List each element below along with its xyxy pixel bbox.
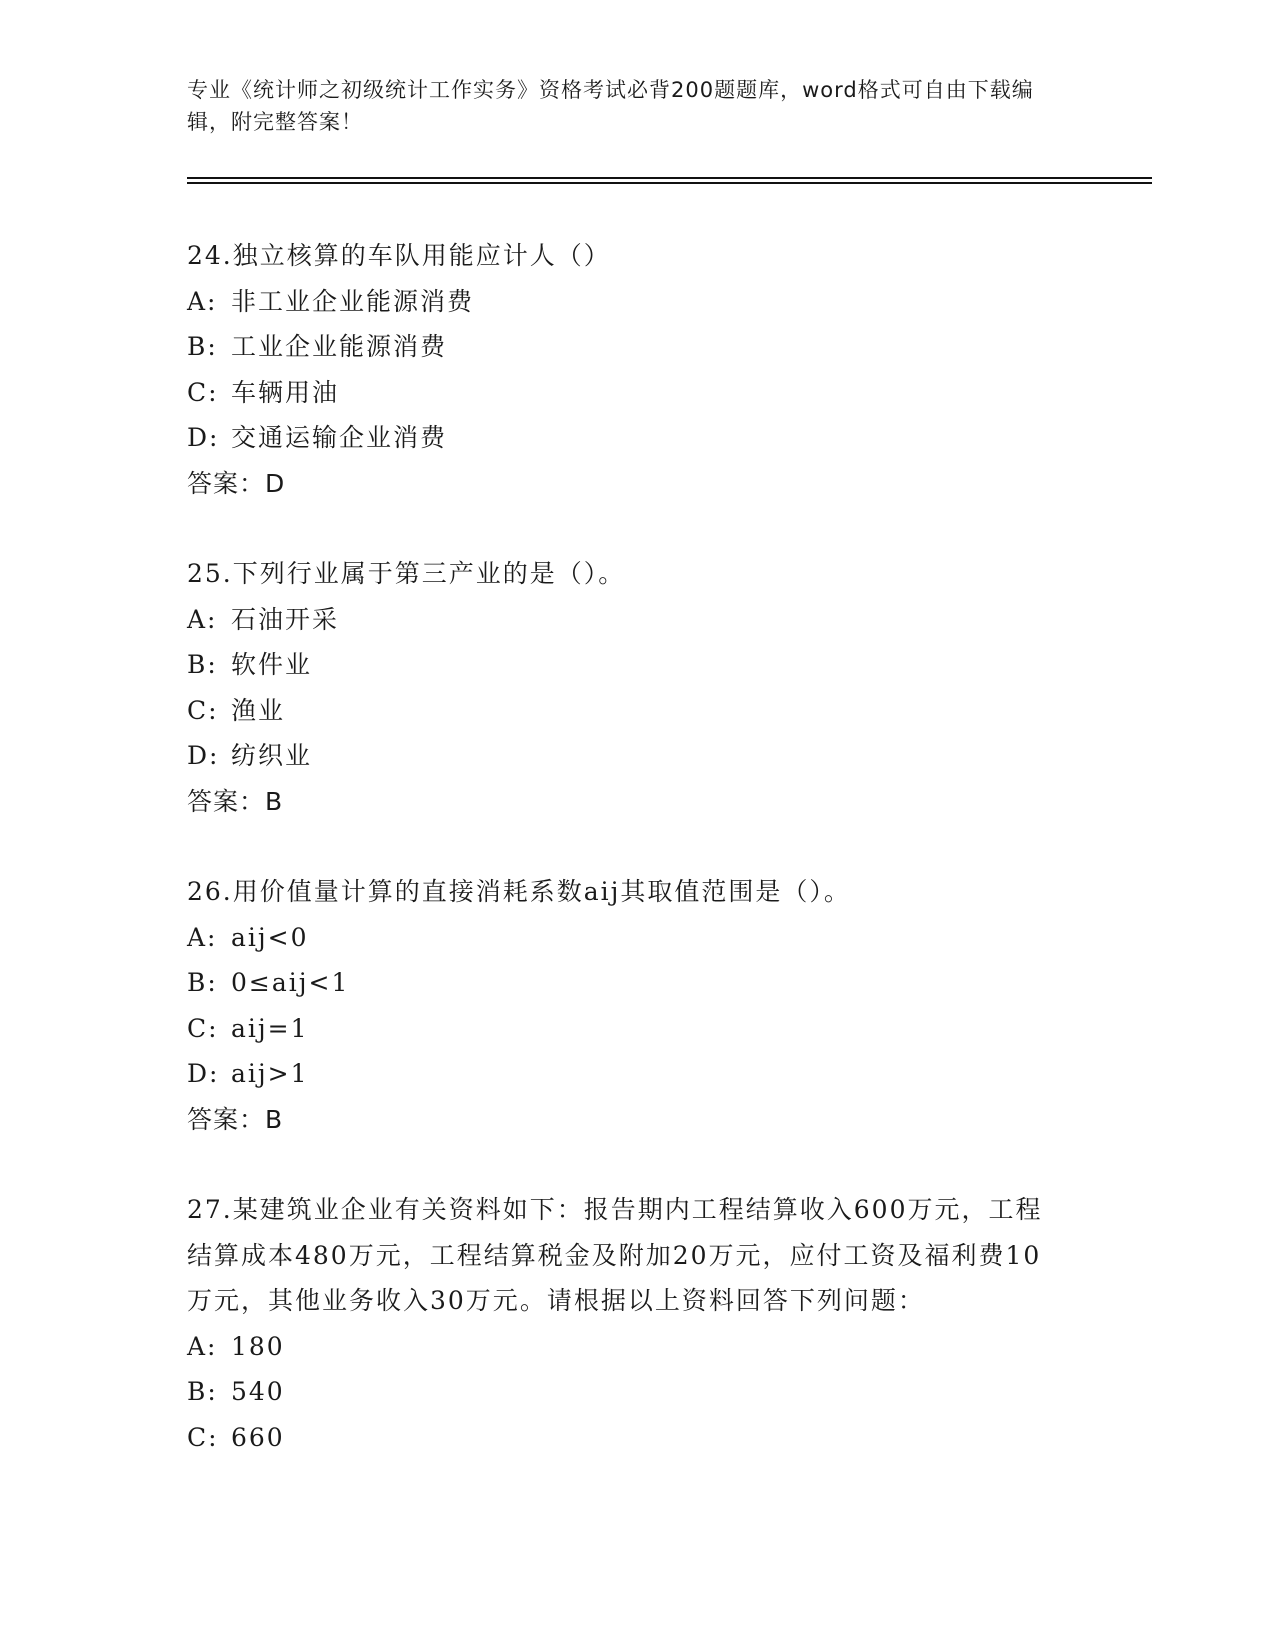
option-text: 非工业企业能源消费 bbox=[231, 286, 475, 316]
option-letter: B: bbox=[187, 650, 218, 679]
option-letter: A: bbox=[187, 286, 218, 316]
option-letter: C: bbox=[187, 695, 219, 725]
option-text: 渔业 bbox=[231, 695, 286, 725]
question-stem: 24.独立核算的车队用能应计人（） bbox=[187, 241, 611, 270]
option-letter: B: bbox=[187, 968, 218, 997]
question-27 bbox=[187, 1187, 1067, 1460]
option-b bbox=[187, 960, 1067, 1006]
option-letter: D: bbox=[187, 423, 220, 452]
option-c bbox=[187, 1415, 1067, 1461]
option-text: 0≤aij<1 bbox=[231, 968, 350, 997]
option-d bbox=[187, 1051, 1067, 1097]
option-text: 车辆用油 bbox=[231, 377, 340, 407]
answer: 答案：B bbox=[187, 1104, 284, 1134]
option-text: 540 bbox=[231, 1377, 285, 1406]
option-a bbox=[187, 1324, 1067, 1370]
option-c bbox=[187, 370, 1067, 416]
option-c bbox=[187, 688, 1067, 734]
option-text: 石油开采 bbox=[231, 604, 340, 634]
option-b bbox=[187, 1369, 1067, 1415]
option-letter: C: bbox=[187, 1013, 219, 1043]
option-letter: A: bbox=[187, 1331, 218, 1361]
header-divider-top bbox=[187, 177, 1152, 179]
option-text: 180 bbox=[231, 1331, 285, 1361]
answer: 答案：D bbox=[187, 468, 286, 498]
answer: 答案：B bbox=[187, 786, 284, 816]
option-a bbox=[187, 915, 1067, 961]
option-a bbox=[187, 279, 1067, 325]
option-letter: A: bbox=[187, 604, 218, 634]
question-stem: 25.下列行业属于第三产业的是（）。 bbox=[187, 559, 626, 588]
question-stem: 27.某建筑业企业有关资料如下：报告期内工程结算收入600万元，工程结算成本480万元，工程结算税金及附加20万元，应付工资及福利费10万元，其他业务收入30万元。请根据以上资料回答下列问题： bbox=[187, 1195, 1043, 1315]
question-25 bbox=[187, 551, 1067, 824]
option-text: 纺织业 bbox=[231, 741, 313, 770]
option-text: 工业企业能源消费 bbox=[231, 332, 448, 361]
document-header: 专业《统计师之初级统计工作实务》资格考试必背200题题库，word格式可自由下载编辑，附完整答案！ bbox=[187, 78, 1034, 134]
question-26 bbox=[187, 869, 1067, 1142]
option-c bbox=[187, 1006, 1067, 1052]
option-letter: B: bbox=[187, 332, 218, 361]
option-b bbox=[187, 324, 1067, 370]
option-b bbox=[187, 642, 1067, 688]
option-text: aij=1 bbox=[231, 1013, 309, 1043]
header-divider-bottom bbox=[187, 182, 1152, 184]
option-letter: C: bbox=[187, 377, 219, 407]
option-letter: B: bbox=[187, 1377, 218, 1406]
option-a bbox=[187, 597, 1067, 643]
option-letter: A: bbox=[187, 922, 218, 952]
option-text: 交通运输企业消费 bbox=[231, 423, 448, 452]
option-text: 660 bbox=[231, 1422, 285, 1452]
question-24 bbox=[187, 233, 1067, 506]
option-text: 软件业 bbox=[231, 650, 313, 679]
option-text: aij<0 bbox=[231, 922, 309, 952]
option-d bbox=[187, 733, 1067, 779]
option-letter: D: bbox=[187, 1059, 220, 1088]
option-letter: C: bbox=[187, 1422, 219, 1452]
option-letter: D: bbox=[187, 741, 220, 770]
option-d bbox=[187, 415, 1067, 461]
question-stem: 26.用价值量计算的直接消耗系数aij其取值范围是（）。 bbox=[187, 877, 851, 906]
option-text: aij>1 bbox=[231, 1059, 309, 1088]
